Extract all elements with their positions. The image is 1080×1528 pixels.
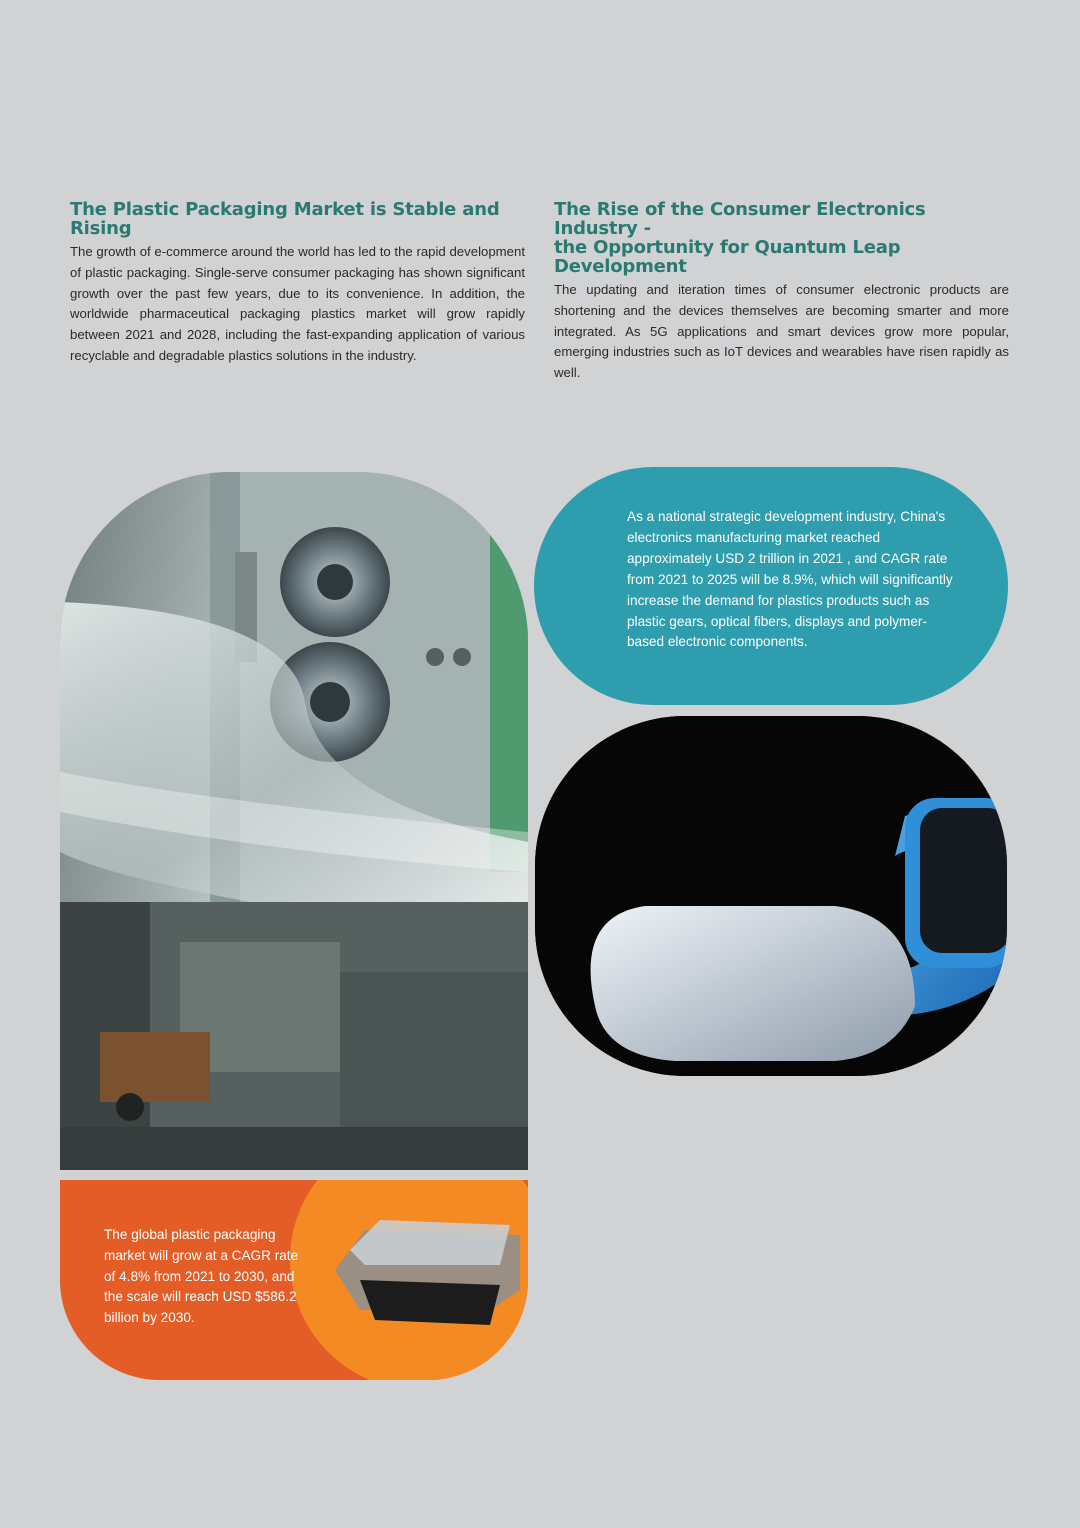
left-heading: The Plastic Packaging Market is Stable and Rising	[70, 199, 500, 239]
right-text-column	[554, 200, 1009, 384]
right-heading	[554, 200, 1009, 276]
right-heading-line1: The Rise of the Consumer Electronics Industry -	[554, 199, 926, 239]
smartwatch-illustration	[535, 716, 1007, 1076]
plastic-film-machine-photo	[60, 472, 528, 1170]
right-body-text: The updating and iteration times of consumer electronic products are shortening and the devices themselves are becoming smarter and more integrated. As 5G applications and smart devices grow more popular, emerging industries such as IoT devices and wearables have risen rapidly as well.	[554, 282, 1009, 381]
electronics-market-callout	[534, 467, 1008, 705]
right-heading-line2: the Opportunity for Quantum Leap Development	[554, 237, 901, 277]
smartwatch-photo	[535, 716, 1007, 1076]
plastic-film-machine-illustration	[60, 472, 528, 1170]
left-text-column	[70, 200, 525, 367]
electronics-market-text: As a national strategic development industry, China's electronics manufacturing market reached approximately USD 2 trillion in 2021 , and CAGR rate from 2021 to 2025 will be 8.9%, which will significantly increase the demand for plastics products such as plastic gears, optical fibers, displays and polymer-based electronic components.	[627, 509, 953, 650]
plastic-packaging-text: The global plastic packaging market will grow at a CAGR rate of 4.8% from 2021 to 2030, and the scale will reach USD $586.2 billion by 2030.	[104, 1227, 299, 1326]
plastic-packaging-callout	[60, 1180, 528, 1380]
left-body-text: The growth of e-commerce around the world has led to the rapid development of plastic packaging. Single-serve consumer packaging has shown significant growth over the past few years, due to its convenience. In addition, the worldwide pharmaceutical packaging plastics market will grow rapidly between 2021 and 2028, including the fast-expanding application of various recyclable and degradable plastics solutions in the industry.	[70, 244, 525, 363]
